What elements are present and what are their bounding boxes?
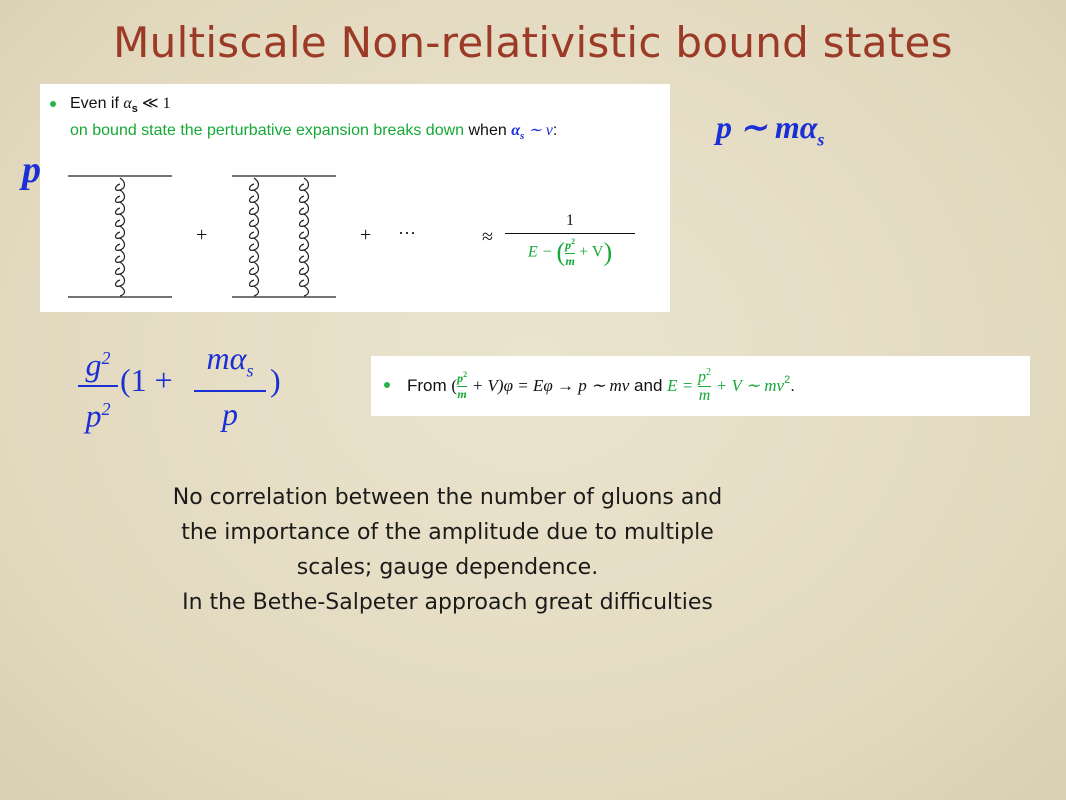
bullet-prefix: Even if [70, 95, 124, 112]
schrodinger-relation: + V)φ = Eφ → p ∼ mv [471, 376, 630, 395]
p2-over-m [457, 370, 467, 402]
slide-title: Multiscale Non-relativistic bound states [113, 18, 953, 67]
den-energy: E − [527, 243, 553, 261]
paren-open: (1 + [120, 362, 173, 398]
m-den: m [457, 387, 467, 401]
fraction-bar [505, 233, 635, 234]
scaling-derivation-panel [371, 356, 1030, 416]
den-plus-v: + V [579, 243, 604, 261]
p2-num: p [698, 368, 706, 386]
energy-scaling: + V ∼ mv [715, 376, 785, 395]
p2-num-exp: 2 [706, 366, 711, 378]
when-word: when [464, 122, 512, 139]
gluon-line-2a [250, 178, 259, 296]
bullet-dot-2 [384, 382, 390, 388]
p-exp: 2 [101, 398, 111, 419]
fraction-numerator: 1 [566, 212, 574, 229]
colon: : [552, 122, 558, 139]
coupling-formula [78, 338, 298, 434]
derivation-line [407, 366, 795, 406]
g-symbol: g [85, 346, 102, 383]
g-exp: 2 [101, 348, 111, 368]
gluon-line-1 [116, 178, 125, 296]
paren-left: ( [556, 237, 566, 267]
bullet-relation: ≪ 1 [137, 95, 171, 112]
p-symbol: p [85, 397, 102, 434]
alpha-subscript: s [131, 103, 138, 116]
alpha-v-relation: ∼ v [524, 122, 553, 139]
body-line: No correlation between the number of gluons and [172, 485, 723, 510]
den-kinetic [565, 237, 575, 269]
m-alpha: mα [206, 340, 247, 376]
ladder-diagrams [40, 84, 670, 312]
momentum-p-label: p [22, 149, 41, 191]
p-sim-text: p ∼ mα [716, 109, 818, 145]
propagator-fraction [505, 212, 635, 269]
period: . [790, 376, 795, 395]
p-num-exp: 2 [463, 370, 468, 379]
den-m: m [565, 254, 575, 268]
explanation-text [60, 480, 835, 620]
from-word: From [407, 376, 447, 395]
momentum-scaling [716, 108, 824, 150]
p-denominator: p [222, 396, 238, 433]
ladder-diagram-one-gluon [68, 176, 172, 297]
ellipsis: ··· [398, 222, 416, 242]
paren-right: ) [603, 237, 613, 267]
den-exp: 2 [571, 237, 576, 246]
approx-sign: ≈ [482, 226, 493, 248]
energy-eq: E = [667, 376, 694, 395]
g2-over-p2 [78, 338, 118, 437]
v-exp: 2 [784, 374, 791, 386]
and-word: and [634, 376, 663, 395]
p2-over-m-2 [698, 367, 711, 405]
body-line: the importance of the amplitude due to multiple [181, 520, 714, 545]
fraction-denominator [505, 237, 635, 269]
p-num: p [457, 371, 464, 385]
den-p: p [565, 238, 572, 252]
eq-open-paren: ( [451, 376, 458, 395]
plus-sign-1: + [196, 224, 208, 246]
ladder-diagram-two-gluons [232, 176, 336, 297]
body-line: scales; gauge dependence. [296, 555, 599, 580]
gluon-line-2b [300, 178, 309, 296]
m-alpha-over-p [194, 338, 266, 436]
p-sim-subscript: s [817, 129, 825, 150]
body-line: In the Bethe-Salpeter approach great difficulties [182, 590, 713, 615]
breakdown-text: on bound state the perturbative expansion breaks down [70, 122, 465, 139]
ladder-diagram-panel [40, 84, 670, 312]
plus-sign-2: + [360, 224, 372, 246]
paren-close: ) [270, 362, 281, 398]
alpha-subscript-2: s [520, 130, 525, 143]
m2-den: m [698, 387, 711, 405]
alpha-symbol-2: α [511, 122, 521, 139]
alpha-symbol: α [123, 95, 132, 112]
alpha-s-sub: s [246, 360, 254, 381]
